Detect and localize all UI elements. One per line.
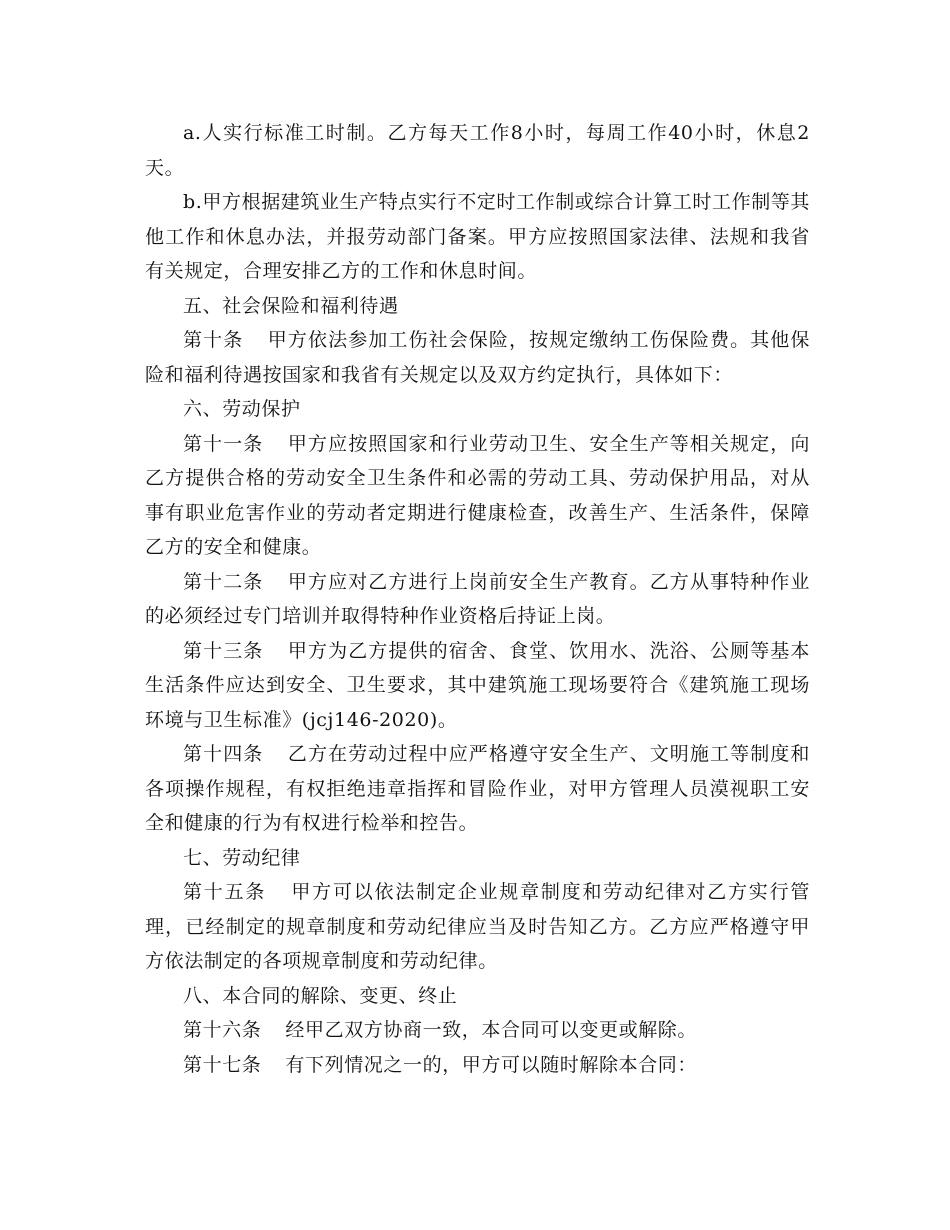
section-heading-labor-protection [145,392,810,427]
document-body [145,116,810,1082]
article-15 [145,875,810,979]
article-text: 乙方在劳动过程中应严格遵守安全生产、文明施工等制度和各项操作规程，有权拒绝违章指挥和冒险作业，对甲方管理人员漠视职工安全和健康的行为有权进行检举和控告。 [145,743,810,834]
article-label: 第十三条 [183,639,264,662]
article-text: 甲方应按照国家和行业劳动卫生、安全生产等相关规定，向乙方提供合格的劳动安全卫生条件和必需的劳动工具、劳动保护用品，对从事有职业危害作业的劳动者定期进行健康检查，改善生产、生活条件，保障乙方的安全和健康。 [145,432,810,558]
section-heading-text: 五、社会保险和福利待遇 [183,294,399,317]
article-label: 第十二条 [183,570,264,593]
article-12 [145,565,810,634]
section-heading-text: 六、劳动保护 [183,398,301,420]
section-heading-labor-discipline [145,841,810,876]
paragraph-text: a.人实行标准工时制。乙方每天工作8小时，每周工作40小时，休息2天。 [145,122,810,179]
article-label: 第十五条 [183,881,267,903]
section-heading-text: 七、劳动纪律 [183,846,301,869]
article-17 [145,1048,810,1083]
article-text: 甲方应对乙方进行上岗前安全生产教育。乙方从事特种作业的必须经过专门培训并取得特种作业资格后持证上岗。 [145,570,810,627]
article-text: 有下列情况之一的，甲方可以随时解除本合同： [285,1053,698,1076]
article-label: 第十四条 [183,743,264,765]
article-14 [145,737,810,841]
section-heading-social-insurance [145,289,810,324]
article-label: 第十一条 [183,432,264,455]
article-text: 甲方依法参加工伤社会保险，按规定缴纳工伤保险费。其他保险和福利待遇按国家和我省有关规定以及双方约定执行，具体如下： [145,329,810,386]
article-label: 第十六条 [183,1019,262,1041]
article-label: 第十七条 [183,1053,262,1076]
article-11 [145,427,810,565]
article-text: 甲方可以依法制定企业规章制度和劳动纪律对乙方实行管理，已经制定的规章制度和劳动纪律应当及时告知乙方。乙方应严格遵守甲方依法制定的各项规章制度和劳动纪律。 [145,881,810,972]
section-heading-text: 八、本合同的解除、变更、终止 [183,984,458,1007]
section-heading-termination [145,979,810,1014]
article-label: 第十条 [183,329,244,351]
article-16 [145,1013,810,1048]
article-text: 甲方为乙方提供的宿舍、食堂、饮用水、洗浴、公厕等基本生活条件应达到安全、卫生要求，其中建筑施工现场要符合《建筑施工现场环境与卫生标准》(jcj146-2020)。 [145,639,810,731]
paragraph-flexible-hours [145,185,810,289]
paragraph-text: b.甲方根据建筑业生产特点实行不定时工作制或综合计算工时工作制等其他工作和休息办法，并报劳动部门备案。甲方应按照国家法律、法规和我省有关规定，合理安排乙方的工作和休息时间。 [145,191,811,282]
article-13 [145,634,810,738]
article-text: 经甲乙双方协商一致，本合同可以变更或解除。 [285,1019,698,1041]
paragraph-standard-hours [145,116,810,185]
article-10 [145,323,810,392]
